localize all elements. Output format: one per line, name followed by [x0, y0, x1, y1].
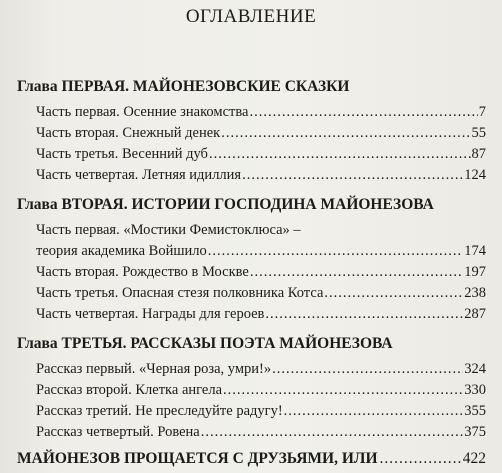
- toc-entry: [36, 264, 486, 286]
- toc-entry-label: Часть первая. Осенние знакомства: [36, 104, 249, 120]
- toc-entry-label: Рассказ первый. «Черная роза, умри!»: [36, 361, 272, 377]
- toc-entry-page: 197: [464, 264, 486, 280]
- toc-entry-label: Часть четвертая. Летняя идиллия: [36, 167, 242, 183]
- dot-leader: [223, 382, 463, 399]
- toc-entry: [36, 403, 486, 425]
- dot-leader: [265, 306, 463, 323]
- toc-entry: [36, 243, 486, 265]
- toc-entry-label: Часть вторая. Рождество в Москве: [36, 264, 249, 280]
- toc-entry-page: 174: [464, 243, 486, 259]
- toc-entry: [36, 361, 486, 383]
- toc-entry-page: 330: [464, 382, 486, 398]
- toc-entry: [36, 382, 486, 404]
- toc-entry-page: 375: [464, 424, 486, 440]
- toc-entry-page: 55: [471, 125, 486, 141]
- dot-leader: [324, 285, 463, 302]
- dot-leader: [221, 125, 470, 142]
- toc-entry-page: 324: [464, 361, 486, 377]
- dot-leader: [249, 104, 477, 121]
- dot-leader: [284, 403, 464, 420]
- toc-entry-label: Часть вторая. Снежный денек: [36, 125, 221, 141]
- toc-entry: [36, 306, 486, 328]
- toc-entry: [36, 146, 486, 168]
- toc-entry: [36, 125, 486, 147]
- toc-entry-label: Рассказ второй. Клетка ангела: [36, 382, 223, 398]
- toc-entry: [36, 104, 486, 126]
- dot-leader: [380, 450, 461, 468]
- toc-title: ОГЛАВЛЕНИЕ: [185, 6, 317, 27]
- toc-entry-page: 238: [464, 285, 486, 301]
- toc-entry-label: Рассказ третий. Не преследуйте радугу!: [36, 403, 283, 419]
- toc-entry-label: Часть четвертая. Награды для героев: [36, 306, 265, 322]
- toc-entry-label: теория академика Войшило: [36, 243, 207, 259]
- dot-leader: [250, 264, 463, 281]
- dot-leader: [242, 167, 463, 184]
- toc-entry-label: Часть третья. Опасная стезя полковника Котса: [36, 285, 324, 301]
- chapter-heading: Глава ПЕРВАЯ. МАЙОНЕЗОВСКИЕ СКАЗКИ: [17, 78, 350, 95]
- toc-entry-page: 7: [478, 104, 486, 120]
- dot-leader: [201, 424, 464, 441]
- toc-entry: [36, 424, 486, 446]
- toc-entry-label: Рассказ четвертый. Ровена: [36, 424, 200, 440]
- toc-entry: [36, 167, 486, 189]
- toc-entry-first-line: Часть первая. «Мостики Фемистоклюса» –: [36, 222, 301, 238]
- chapter-heading: Глава ВТОРАЯ. ИСТОРИИ ГОСПОДИНА МАЙОНЕЗОВА: [17, 196, 434, 213]
- toc-final-label: МАЙОНЕЗОВ ПРОЩАЕТСЯ С ДРУЗЬЯМИ, ИЛИ: [17, 450, 378, 467]
- dot-leader: [208, 243, 463, 260]
- chapter-heading: Глава ТРЕТЬЯ. РАССКАЗЫ ПОЭТА МАЙОНЕЗОВА: [17, 335, 393, 352]
- toc-entry-page: 355: [464, 403, 486, 419]
- dot-leader: [272, 361, 463, 378]
- toc-entry: [36, 285, 486, 307]
- toc-entry-page: 124: [464, 167, 486, 183]
- toc-entry-page: 87: [471, 146, 486, 162]
- dot-leader: [209, 146, 471, 163]
- toc-final-page: 422: [462, 450, 486, 467]
- toc-final-entry: [17, 450, 486, 468]
- toc-entry-page: 287: [464, 306, 486, 322]
- toc-entry-label: Часть третья. Весенний дуб: [36, 146, 208, 162]
